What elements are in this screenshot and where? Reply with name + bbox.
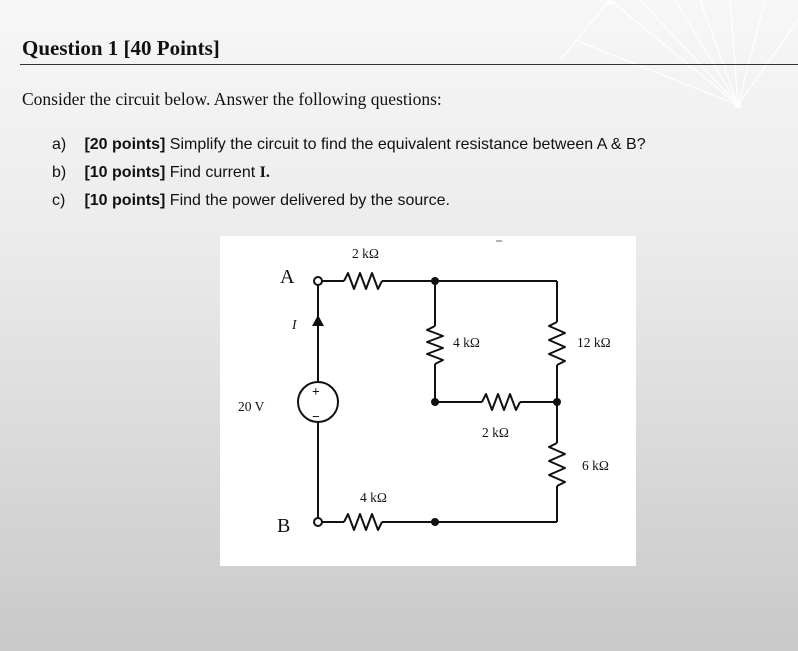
circuit-figure xyxy=(220,236,636,566)
junction-dot xyxy=(553,398,561,406)
resistor-right-lower xyxy=(549,443,565,486)
item-text: Find current xyxy=(169,164,256,181)
terminal-b xyxy=(314,518,322,526)
node-label-b: B xyxy=(277,515,291,537)
resistor-top-label: 2 kΩ xyxy=(352,246,379,261)
item-text: Simplify the circuit to find the equivalent resistance between A & B? xyxy=(169,136,646,153)
question-title: Question 1 [40 Points] xyxy=(22,36,220,60)
item-points: [10 points] xyxy=(84,192,166,209)
source-value-label: 20 V xyxy=(238,399,265,414)
resistor-bottom-label: 4 kΩ xyxy=(360,490,387,505)
item-points: [20 points] xyxy=(84,136,166,153)
item-points: [10 points] xyxy=(84,164,166,181)
node-label-a: A xyxy=(280,266,295,288)
circuit-diagram xyxy=(220,236,636,566)
resistor-right-upper xyxy=(549,322,565,365)
title-divider xyxy=(20,64,798,65)
resistor-top xyxy=(344,273,382,289)
source-minus-sign: − xyxy=(312,409,320,424)
current-arrow-icon xyxy=(312,315,324,326)
resistor-middle-horizontal xyxy=(482,394,520,410)
list-item xyxy=(52,162,646,190)
item-text-period: . xyxy=(265,164,270,181)
resistor-middle-vertical-label: 4 kΩ xyxy=(453,335,480,350)
item-text-current-symbol: I xyxy=(259,164,266,181)
list-item xyxy=(52,134,646,162)
item-letter: c) xyxy=(52,192,66,209)
question-intro: Consider the circuit below. Answer the following questions: xyxy=(22,89,442,109)
resistor-middle-horizontal-label: 2 kΩ xyxy=(482,425,509,440)
junction-dot xyxy=(431,277,439,285)
resistor-bottom xyxy=(344,514,382,530)
terminal-a xyxy=(314,277,322,285)
junction-dot xyxy=(431,518,439,526)
junction-dot xyxy=(431,398,439,406)
item-letter: a) xyxy=(52,136,67,153)
question-list xyxy=(52,134,646,218)
resistor-right-upper-label: 12 kΩ xyxy=(577,335,611,350)
resistor-middle-vertical xyxy=(427,326,443,364)
resistor-right-lower-label: 6 kΩ xyxy=(582,458,609,473)
source-plus-sign: + xyxy=(312,384,320,399)
list-item xyxy=(52,190,646,218)
item-text: Find the power delivered by the source. xyxy=(169,192,450,209)
item-letter: b) xyxy=(52,164,67,181)
current-label: I xyxy=(292,317,297,332)
